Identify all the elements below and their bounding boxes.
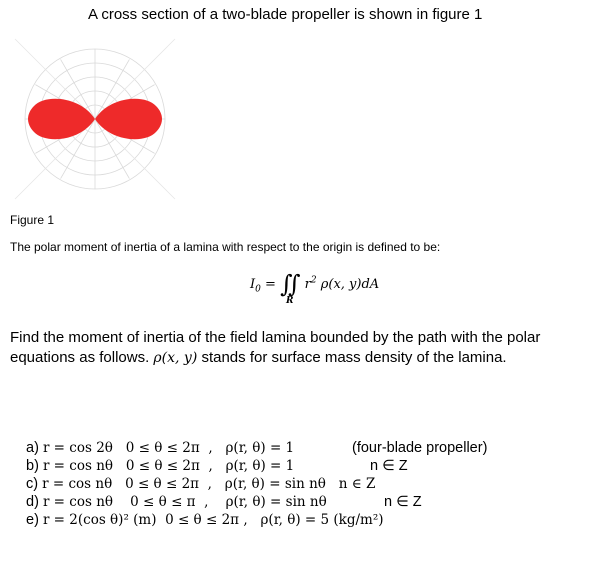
integrand-exp: 2	[310, 275, 317, 286]
density-symbol: ρ(x, y)	[153, 350, 198, 366]
problem-item	[26, 457, 408, 475]
problem-label: c)	[26, 476, 39, 492]
problem-item	[26, 475, 384, 493]
problem-note: n ∈ Z	[384, 494, 422, 510]
problem-label: e)	[26, 512, 39, 528]
problem-item	[26, 511, 384, 529]
blade-right	[95, 99, 162, 139]
integrand-rest: ρ(x, y)dA	[316, 277, 380, 292]
problem-expression: r = cos nθ 0 ≤ θ ≤ 2π , ρ(r, θ) = 1	[42, 458, 295, 474]
problem-note: (four-blade propeller)	[352, 440, 488, 456]
problem-item	[26, 493, 422, 511]
problem-expression: r = 2(cos θ)² (m) 0 ≤ θ ≤ 2π , ρ(r, θ) = 5 (kg/m²)	[42, 512, 384, 528]
problem-note: n ∈ Z	[370, 458, 408, 474]
propeller-figure	[10, 34, 180, 204]
inertia-equation	[250, 266, 380, 306]
blade-left	[28, 99, 95, 139]
definition-text: The polar moment of inertia of a lamina with respect to the origin is defined to be:	[10, 240, 441, 254]
problem-expression: r = cos nθ 0 ≤ θ ≤ 2π , ρ(r, θ) = sin nθ n ∈ Z	[42, 476, 376, 492]
problem-item	[26, 439, 488, 457]
equation-lhs-sub: 0	[255, 284, 261, 295]
equation-equals: =	[265, 277, 276, 292]
problem-expression: r = cos nθ 0 ≤ θ ≤ π , ρ(r, θ) = sin nθ	[42, 494, 327, 510]
intro-line-1: Find the moment of inertia of the field lamina bounded by the path with the polar	[10, 329, 541, 346]
equation-lhs: I	[250, 277, 256, 292]
figure-caption: Figure 1	[10, 213, 55, 227]
problem-expression: r = cos 2θ 0 ≤ θ ≤ 2π , ρ(r, θ) = 1	[42, 440, 295, 456]
intro-line-2-start: equations as follows.	[10, 349, 150, 366]
problem-label: b)	[26, 458, 39, 474]
problem-intro	[10, 328, 580, 368]
integration-region: R	[286, 296, 294, 306]
problem-label: d)	[26, 494, 39, 510]
intro-line-2-end: stands for surface mass density of the lamina.	[201, 349, 507, 366]
integrand-r: r	[304, 277, 311, 292]
problem-list	[26, 439, 488, 529]
intro-line-2	[10, 348, 580, 368]
page-title: A cross section of a two-blade propeller is shown in figure 1	[88, 6, 483, 23]
double-integral: ∬	[280, 270, 295, 298]
problem-label: a)	[26, 440, 39, 456]
